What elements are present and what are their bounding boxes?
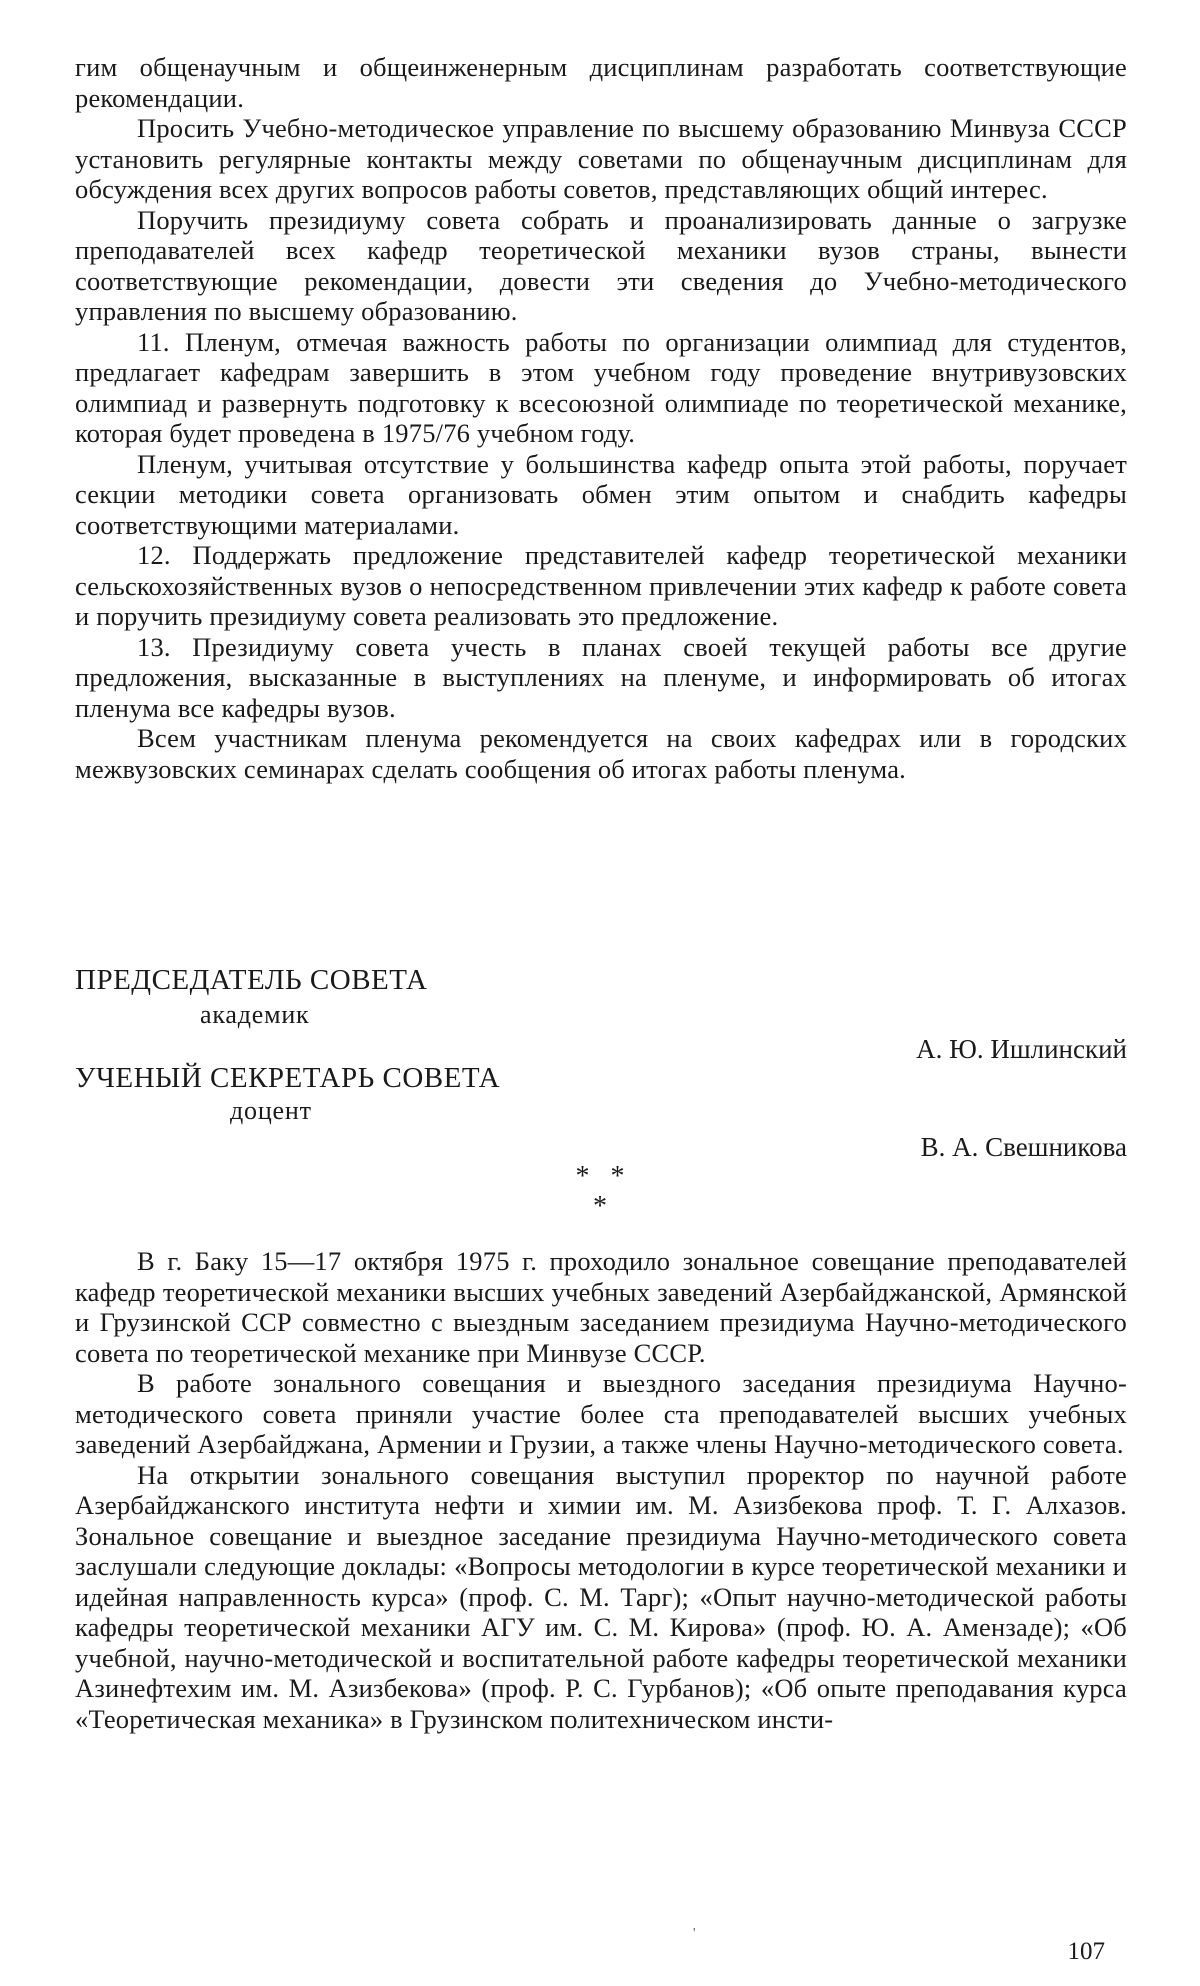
paragraph-participants-report: Всем участникам пленума рекомендуется на своих кафедрах или в городских межвузовских семинарах сделать сообщения об итогах работы пленума. (75, 723, 1127, 784)
paragraph-agricultural-universities: 12. Поддержать предложение представителей кафедр теоретической механики сельскохозяйственных вузов о непосредственном привлечении этих кафедр к работе совета и поручить президиуму совета реализовать это предложение. (75, 540, 1127, 631)
paragraph-methodology-section: Пленум, учитывая отсутствие у большинства кафедр опыта этой работы, поручает секции методики совета организовать обмен этим опытом и снабдить кафедры соответствующими материалами. (75, 448, 1127, 540)
paragraph-opening-reports: На открытии зонального совещания выступил проректор по научной работе Азербайджанского института нефти и химии им. М. Азизбекова проф. Т. Г. Алхазов. Зональное совещание и выездное заседание президиума Научно-методического совета заслушали следующие доклады: «Вопросы методологии в курсе теоретической механики и идейная направленность курса» (проф. С. М. Тарг); «Опыт научно-методической работы кафедры теоретической механики АГУ им. С. М. Кирова» (проф. Ю. А. Амензаде); «Об учебной, научно-методической и воспитательной работе кафедры теоретической механики Азинефтехим им. М. Азизбекова» (проф. Р. С. Гурбанов); «Об опыте преподавания курса «Теоретическая механика» в Грузинском политехническом инсти- (75, 1459, 1127, 1734)
secretary-title: УЧЕНЫЙ СЕКРЕТАРЬ СОВЕТА (75, 1062, 501, 1094)
paragraph-request-ministry: Просить Учебно-методическое управление по высшему образованию Минвуза СССР установить регулярные контакты между советами по общенаучным дисциплинам для обсуждения всех других вопросов работы советов, представляющих общий интерес. (75, 113, 1127, 204)
bottom-text-block (75, 1246, 1127, 1734)
paragraph-presidium-proposals: 13. Президиуму совета учесть в планах своей текущей работы все другие предложения, высказанные в выступлениях на пленуме, и информировать об итогах пленума все кафедры вузов. (75, 631, 1127, 723)
chair-name: А. Ю. Ишлинский (916, 1034, 1127, 1064)
chair-rank: академик (200, 1000, 310, 1029)
top-text-block (75, 52, 1127, 784)
paragraph-participants: В работе зонального совещания и выездного заседания президиума Научно-методического совета приняли участие более ста преподавателей высших учебных заведений Азербайджана, Армении и Грузии, а также члены Научно-методического совета. (75, 1368, 1127, 1459)
separator-asterisks-bottom: * (593, 1191, 607, 1222)
paragraph-baku-meeting: В г. Баку 15—17 октября 1975 г. проходило зональное совещание преподавателей кафедр теоретической механики высших учебных заведений Азербайджанской, Армянской и Грузинской ССР совместно с выездным заседанием президиума Научно-методического совета по теоретической механике при Минвузе СССР. (75, 1246, 1127, 1368)
separator-asterisks-top: * * (575, 1161, 625, 1192)
paragraph-olympiad: 11. Пленум, отмечая важность работы по организации олимпиад для студентов, предлагает кафедрам завершить в этом учебном году проведение внутривузовских олимпиад и развернуть подготовку к всесоюзной олимпиаде по теоретической механике, которая будет проведена в 1975/76 учебном году. (75, 326, 1127, 448)
signature-block (75, 964, 1127, 1174)
chair-title: ПРЕДСЕДАТЕЛЬ СОВЕТА (75, 964, 428, 996)
paragraph-recommendations: гим общенаучным и общеинженерным дисциплинам разработать соответствующие рекомендации. (75, 52, 1127, 113)
secretary-rank: доцент (230, 1096, 312, 1125)
stray-mark: ' (693, 1926, 696, 1941)
paragraph-workload-analysis: Поручить президиуму совета собрать и проанализировать данные о загрузке преподавателей всех кафедр теоретической механики вузов страны, вынести соответствующие рекомендации, довести эти сведения до Учебно-методического управления по высшему образованию. (75, 204, 1127, 326)
secretary-name: В. А. Свешникова (920, 1132, 1127, 1162)
page-number: 107 (1067, 1938, 1105, 1965)
